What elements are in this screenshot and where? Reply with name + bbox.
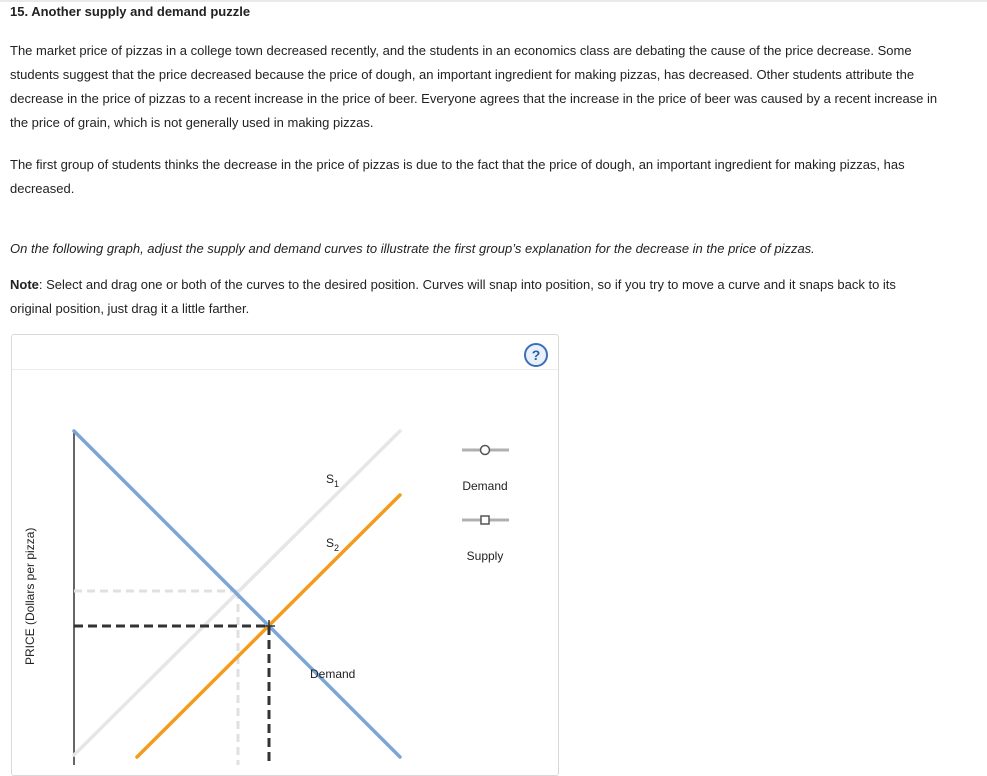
legend-demand-tool[interactable]	[462, 446, 509, 455]
instruction-text: On the following graph, adjust the supply and demand curves to illustrate the first group’s explanation for the decrease in the price of pizzas.	[10, 241, 815, 256]
scenario-paragraph: The market price of pizzas in a college town decreased recently, and the students in an economics class are debating the cause of the price decrease. Some students suggest that the price decreased because the price of dough, an important ingredient for making pizzas, has decreased. Other students attribute the decrease in the price of pizzas to a recent increase in the price of beer. Everyone agrees that the increase in the price of beer was caused by a recent increase in the price of grain, which is not generally used in making pizzas.	[10, 43, 938, 130]
legend-supply-tool[interactable]	[462, 516, 509, 524]
top-divider	[0, 0, 987, 2]
problem-title: 15. Another supply and demand puzzle	[10, 4, 251, 19]
supply-demand-graph	[12, 335, 558, 775]
note-text	[10, 273, 940, 321]
note-body: : Select and drag one or both of the curves to the desired position. Curves will snap into position, so if you try to move a curve and it snaps back to its original position, just drag it a little farther.	[10, 277, 896, 316]
demand-curve-label: Demand	[310, 667, 356, 681]
legend-supply-label: Supply	[466, 549, 504, 563]
note-label: Note	[10, 277, 39, 292]
help-button[interactable]: ?	[524, 343, 548, 367]
demand-tool-circle-icon	[481, 446, 490, 455]
y-axis-label: PRICE (Dollars per pizza)	[23, 527, 37, 665]
s1-label: $S_1$	[326, 472, 340, 489]
legend-demand-label: Demand	[462, 479, 508, 493]
first-group-paragraph: The first group of students thinks the decrease in the price of pizzas is due to the fact that the price of dough, an important ingredient for making pizzas, has decreased.	[10, 157, 905, 196]
graph-panel	[11, 334, 559, 776]
supply-tool-square-icon	[481, 516, 489, 524]
s2-label: $S_2$	[326, 536, 340, 553]
